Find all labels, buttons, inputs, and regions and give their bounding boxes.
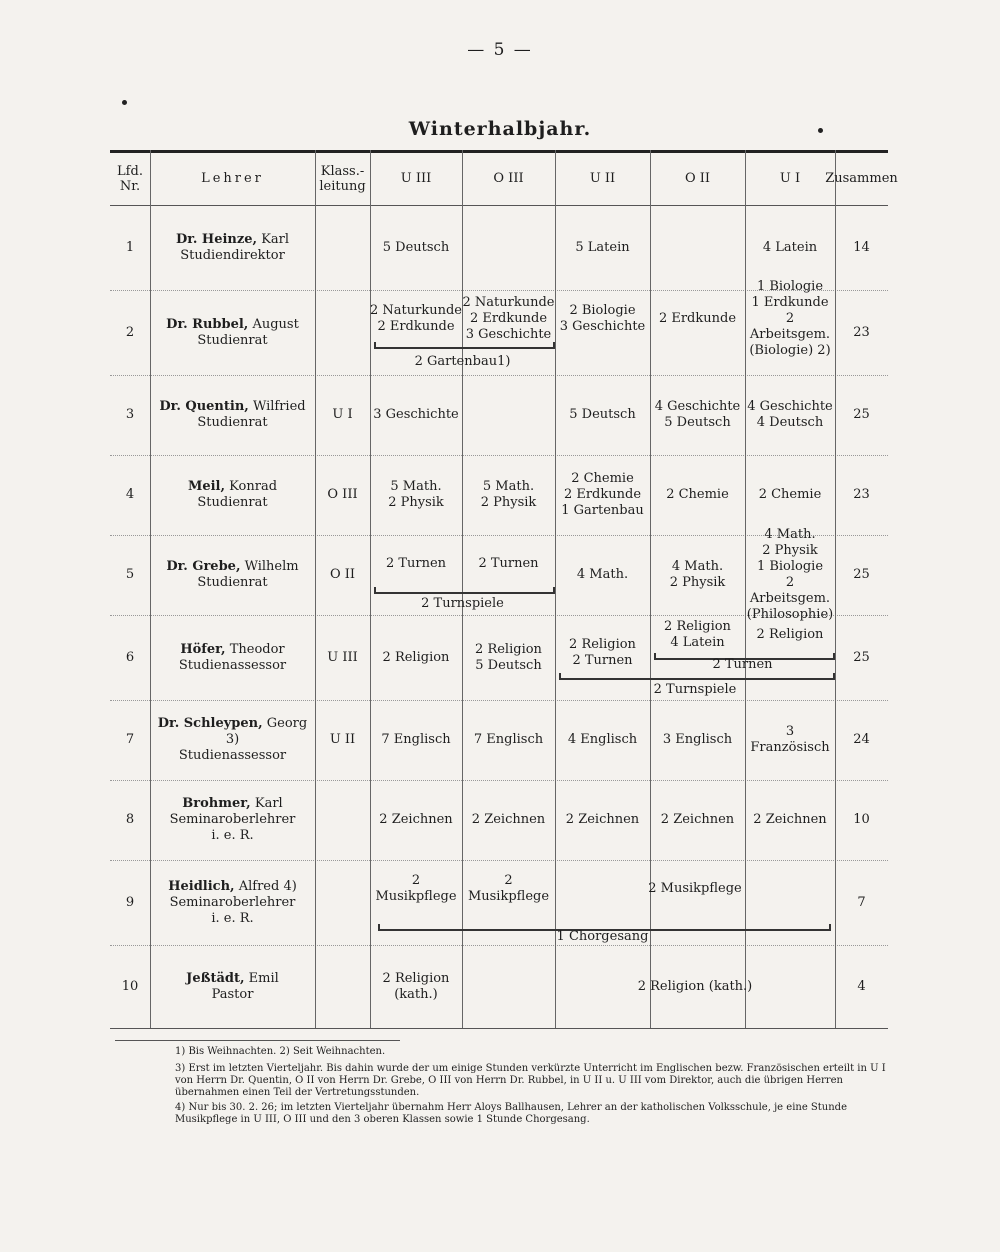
cell-line: 2 Chemie <box>571 471 634 486</box>
teacher-surname: Dr. Quentin, <box>159 399 249 414</box>
row-number: 3 <box>125 407 135 422</box>
teacher-firstname: Wilfried <box>252 399 306 414</box>
teacher-title: Studienassessor <box>178 748 287 763</box>
subject-o3 <box>462 860 555 918</box>
cell-line: 2 Arbeitsgem. <box>749 575 831 606</box>
subject-u2 <box>555 455 650 535</box>
span-subject-2: 2 Turnspiele <box>653 681 737 697</box>
class-leadership: U III <box>327 649 358 665</box>
cell-line: 3 Geschichte <box>465 327 552 342</box>
teacher-title: Studienassessor <box>178 657 287 673</box>
teacher-surname: Höfer, <box>180 641 226 657</box>
subject-u1 <box>745 455 835 535</box>
cell-line: 2 Physik <box>388 495 444 510</box>
span-subject: 1 Chorgesang <box>556 928 649 944</box>
teacher-line <box>182 796 282 812</box>
cell-line: 5 Deutsch <box>569 407 636 422</box>
subject-o3 <box>462 780 555 860</box>
cell-line: 2 Musikpflege <box>375 873 457 904</box>
subject-u3 <box>370 290 462 348</box>
cell-line: 1 Erdkunde <box>751 295 829 310</box>
cell-line: 4 Math. <box>671 559 724 574</box>
teacher-surname: Brohmer, <box>182 796 251 811</box>
subject-u1 <box>745 527 835 622</box>
header-u2: U II <box>589 171 616 186</box>
page-heading: Winterhalbjahr. <box>408 118 592 140</box>
teacher-line <box>159 399 305 415</box>
cell-line: 2 Erdkunde <box>469 311 548 326</box>
cell-line: 2 Physik <box>762 543 818 558</box>
cell-line: 2 Erdkunde <box>377 319 455 334</box>
cell-line: 7 Englisch <box>381 732 451 747</box>
cell-line: 3 Französisch <box>750 724 830 755</box>
class-leadership: O III <box>327 487 358 502</box>
teacher-firstname: Georg 3) <box>225 716 308 747</box>
subject-u3 <box>370 945 462 1028</box>
cell-line: 5 Deutsch <box>382 239 450 255</box>
cell-line: 2 Religion (kath.) <box>637 978 753 994</box>
row-total: 4 <box>857 978 866 994</box>
cell-line: 2 Religion <box>475 641 542 657</box>
subject-u3 <box>370 700 462 780</box>
cell-line: 2 Turnen <box>385 556 447 571</box>
row-number: 2 <box>125 324 135 340</box>
cell-line: 2 Musikpflege <box>648 881 742 896</box>
teacher-title: Studienrat <box>197 415 268 430</box>
row-number: 7 <box>125 732 135 747</box>
cell-line: 4 Geschichte <box>654 399 741 414</box>
row-total: 23 <box>853 324 870 340</box>
cell-line: (Biologie) 2) <box>749 343 831 358</box>
row-number: 5 <box>125 567 135 582</box>
class-leadership: U II <box>329 732 356 747</box>
teacher-line <box>150 716 315 748</box>
row-number: 10 <box>121 978 139 994</box>
subject-u2 <box>555 375 650 455</box>
cell-line: 2 Physik <box>669 575 726 590</box>
cell-line: 2 Zeichnen <box>379 812 453 827</box>
header-nr: Lfd. Nr. <box>117 163 143 194</box>
subject-o2 <box>650 535 745 615</box>
cell-line: 2 Religion <box>382 970 450 986</box>
teacher-line <box>186 971 279 987</box>
row-total: 25 <box>853 567 870 582</box>
subject-u3 <box>370 535 462 593</box>
teacher-name <box>150 455 315 535</box>
cell-line: 5 Deutsch <box>664 415 731 430</box>
subject-u3 <box>370 375 462 455</box>
row-total: 14 <box>853 239 870 255</box>
teacher-title: Seminaroberlehrer i. e. R. <box>169 894 296 926</box>
subject-u1 <box>745 780 835 860</box>
teacher-surname: Dr. Grebe, <box>166 559 241 574</box>
cell-line: 2 Arbeitsgem. <box>749 311 831 342</box>
teacher-name <box>150 780 315 860</box>
subject-o3 <box>462 615 555 700</box>
ink-dot <box>122 100 127 105</box>
cell-line: 1 Biologie <box>756 279 824 294</box>
row-number: 6 <box>125 649 135 665</box>
cell-line: 4 Latein <box>762 239 818 255</box>
subject-u1 <box>745 615 835 655</box>
cell-line: 2 Turnen <box>478 556 539 571</box>
page-number: — 5 — <box>467 40 533 60</box>
teacher-surname: Dr. Heinze, <box>175 231 258 247</box>
teacher-firstname: August <box>252 316 299 332</box>
subject-o2 <box>650 375 745 455</box>
teacher-firstname: Wilhelm <box>244 559 299 574</box>
cell-line: 2 Religion <box>569 636 636 652</box>
subject-u3 <box>370 780 462 860</box>
cell-line: 4 Geschichte <box>747 399 833 414</box>
cell-line: 5 Math. <box>390 479 442 494</box>
cell-line: 4 Math. <box>764 527 816 542</box>
row-total: 24 <box>853 732 870 747</box>
subject-o2 <box>650 615 745 655</box>
subject-u2 <box>555 700 650 780</box>
subject-u3 <box>370 205 462 290</box>
cell-line: 2 Zeichnen <box>660 812 735 827</box>
header-teacher: Lehrer <box>201 171 264 186</box>
row-number: 1 <box>125 239 135 255</box>
teacher-surname: Heidlich, <box>168 878 235 894</box>
class-leadership: O II <box>329 567 356 582</box>
teacher-name <box>150 860 315 945</box>
cell-line: 7 Englisch <box>473 732 544 747</box>
row-number: 9 <box>125 894 135 910</box>
subject-o3 <box>462 455 555 535</box>
cell-line: 2 Zeichnen <box>565 812 640 827</box>
footnote-1: 1) Bis Weihnachten. 2) Seit Weihnachten. <box>175 1046 386 1057</box>
teacher-surname: Dr. Schleypen, <box>157 716 263 731</box>
teacher-name <box>150 535 315 615</box>
teacher-line <box>166 317 299 333</box>
teacher-title: Studienrat <box>197 332 268 348</box>
header-o3: O III <box>493 171 524 186</box>
cell-line: 3 Englisch <box>662 732 733 747</box>
teacher-line <box>166 559 298 575</box>
cell-line: 2 Zeichnen <box>753 812 827 827</box>
teacher-firstname: Konrad <box>229 479 278 494</box>
span-subject: 2 Gartenbau1) <box>414 353 511 369</box>
footnote-4: 4) Nur bis 30. 2. 26; im letzten Vierteljahr übernahm Herr Aloys Ballhausen, Lehrer an der katholischen Volksschule, je eine Stunde Musikpflege in U III, O III und den 3 oberen Klassen sowie 1 Stunde Chorgesang. <box>175 1102 847 1125</box>
cell-line: 2 Naturkunde <box>462 295 555 310</box>
subject-u1 <box>745 205 835 290</box>
header-u3: U III <box>400 171 432 186</box>
cell-line: 5 Deutsch <box>475 657 542 673</box>
row-total: 25 <box>853 407 870 422</box>
teacher-title: Studienrat <box>197 495 268 510</box>
teacher-line <box>176 232 289 248</box>
teacher-firstname: Alfred 4) <box>238 878 297 894</box>
table-top-rule <box>110 150 888 153</box>
header-total: Zusammen <box>825 171 898 186</box>
cell-line: 3 Geschichte <box>373 407 459 422</box>
cell-line: 4 Latein <box>670 635 725 650</box>
row-number: 8 <box>125 812 135 827</box>
teacher-line <box>168 879 297 895</box>
teacher-name <box>150 375 315 455</box>
cell-line: 2 Erdkunde <box>658 311 737 326</box>
header-u1: U I <box>779 171 801 186</box>
cell-line: 2 Religion <box>756 627 824 642</box>
teacher-surname: Jeßtädt, <box>186 970 245 986</box>
teacher-title: Studienrat <box>197 575 268 590</box>
subject-o3 <box>462 290 555 348</box>
row-total: 10 <box>853 812 870 827</box>
class-leadership <box>315 945 370 1028</box>
cell-line: 2 Musikpflege <box>467 873 550 904</box>
teacher-firstname: Theodor <box>229 641 285 657</box>
teacher-title: Pastor <box>211 986 254 1002</box>
class-leadership: U I <box>332 407 353 422</box>
subject-u2-u1 <box>555 860 835 918</box>
teacher-firstname: Karl <box>254 796 283 811</box>
cell-line: 5 Math. <box>482 479 535 494</box>
cell-line: 2 Religion <box>664 619 731 634</box>
subject-o2 <box>650 780 745 860</box>
cell-line: 5 Latein <box>575 239 630 255</box>
cell-line: 2 Chemie <box>666 487 729 502</box>
cell-line: 2 Physik <box>480 495 537 510</box>
cell-line: 1 Gartenbau <box>561 503 644 518</box>
teacher-name <box>150 945 315 1028</box>
teacher-title: Studiendirektor <box>180 247 285 263</box>
row-number: 4 <box>125 487 135 502</box>
teacher-name <box>150 700 315 780</box>
footnote-rule <box>115 1040 400 1041</box>
header-o2: O II <box>684 171 711 186</box>
subject-o3 <box>462 700 555 780</box>
cell-line: 2 Turnen <box>572 652 633 668</box>
teacher-line <box>188 479 277 495</box>
teacher-surname: Meil, <box>187 479 226 494</box>
row-total: 7 <box>857 894 866 910</box>
class-leadership <box>315 205 370 290</box>
cell-line: (Philosophie) <box>746 607 834 622</box>
subject-u1 <box>745 375 835 455</box>
teacher-name <box>150 290 315 375</box>
class-leadership <box>315 860 370 945</box>
cell-line: 4 Deutsch <box>756 415 824 430</box>
subject-u1 <box>745 700 835 780</box>
subject-o2 <box>650 700 745 780</box>
teacher-surname: Dr. Rubbel, <box>166 316 249 332</box>
subject-u3 <box>370 455 462 535</box>
span-subject: 2 Turnen <box>712 657 773 672</box>
span-subject: 2 Turnspiele <box>421 596 504 611</box>
cell-line: 3 Geschichte <box>559 319 646 334</box>
cell-line: 2 Zeichnen <box>471 812 546 827</box>
cell-line: 2 Chemie <box>758 487 822 502</box>
cell-line: 2 Religion <box>382 649 450 665</box>
subject-u2 <box>555 535 650 615</box>
cell-line: 2 Biologie <box>569 303 636 318</box>
subject-o2 <box>650 290 745 348</box>
subject-u2 <box>555 205 650 290</box>
table-bottom-rule <box>110 1028 888 1029</box>
teacher-firstname: Karl <box>261 231 290 247</box>
class-leadership <box>315 780 370 860</box>
subject-u1 <box>745 279 835 358</box>
cell-line: 4 Englisch <box>567 732 638 747</box>
subject-u2-u1 <box>555 945 835 1028</box>
subject-o3 <box>462 535 555 593</box>
teacher-firstname: Emil <box>248 970 279 986</box>
cell-line: (kath.) <box>394 986 438 1002</box>
subject-u3 <box>370 615 462 700</box>
footnote-3: 3) Erst im letzten Vierteljahr. Bis dahin wurde der um einige Stunden verkürzte Unterricht im Englischen bezw. Französischen erteilt in U I von Herrn Dr. Quentin, O II von Herrn Dr. Grebe, O III von Herrn Dr. Rubbel, in U II u. U III vom Direktor, auch die übrigen Herren übernahmen einen Teil der Vertretungsstunden. <box>175 1063 886 1098</box>
cell-line: 2 Erdkunde <box>563 487 642 502</box>
row-total: 25 <box>853 649 870 665</box>
subject-u2 <box>555 290 650 348</box>
row-total: 23 <box>853 487 870 502</box>
teacher-line <box>180 642 284 658</box>
cell-line: 2 Naturkunde <box>370 303 462 318</box>
cell-line: 4 Math. <box>576 567 629 582</box>
class-leadership <box>315 290 370 375</box>
teacher-name <box>150 615 315 700</box>
subject-u3 <box>370 860 462 918</box>
cell-line: 1 Biologie <box>756 559 824 574</box>
teacher-name <box>150 205 315 290</box>
header-klass: Klass.-leitung <box>319 163 366 194</box>
teacher-title: Seminaroberlehrer i. e. R. <box>169 812 296 843</box>
subject-u2 <box>555 780 650 860</box>
subject-o2 <box>650 455 745 535</box>
